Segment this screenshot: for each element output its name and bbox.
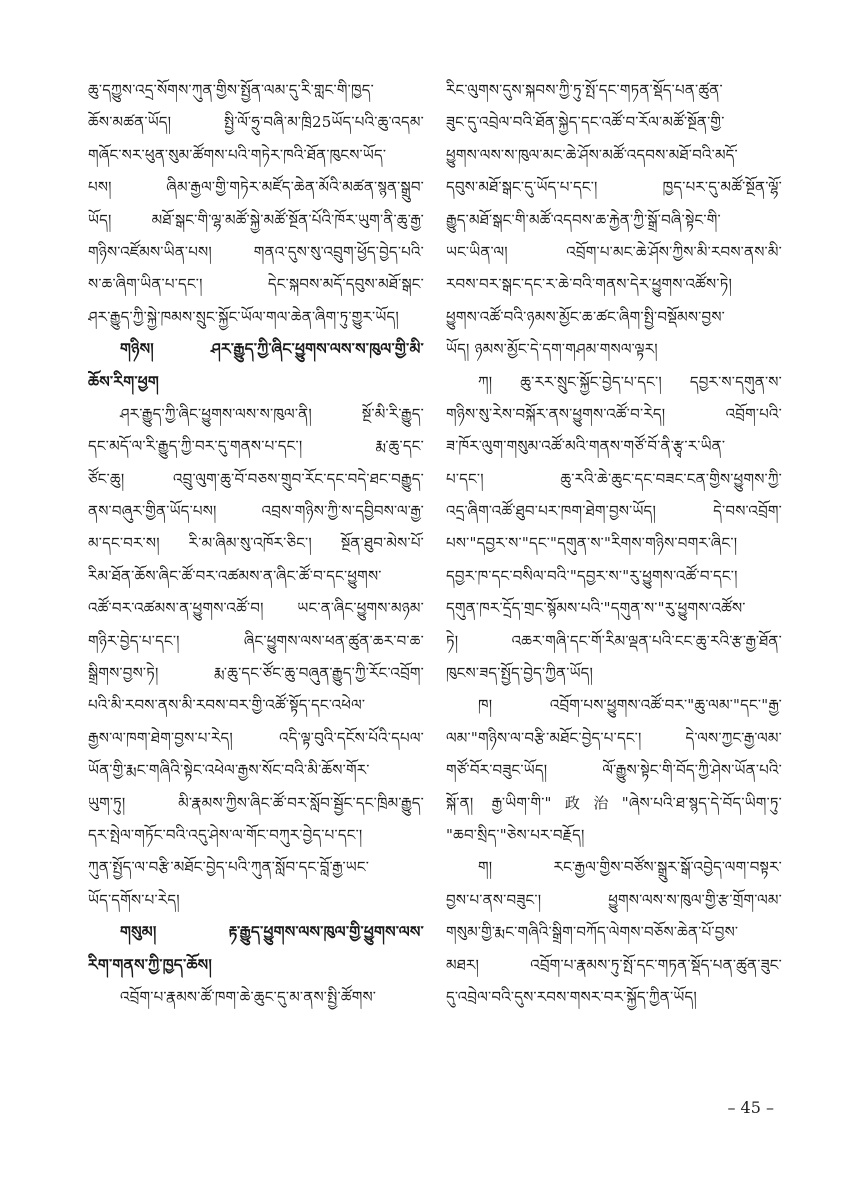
left-text-column	[88, 74, 424, 1013]
body-text-line: དབྱར་ཁ་དང་བསིལ་བའི་"དབྱར་ས་"རུ་ཕྱུགས་འཚོ་བ་དང་།	[446, 566, 738, 585]
body-text-line: ཁུངས་ཟད་སྤྱོད་བྱེད་ཀྱིན་ཡོད།	[446, 664, 594, 683]
body-text-line: ཡུག་ཏུ། མི་རྣམས་ཀྱིས་ཞིང་ཚོ་བར་སློབ་སྦྱོང་དང་ཁྲིམ་རྒྱུད་	[88, 793, 424, 812]
body-text-line: ཡོན་གྱི་རྨང་གཞིའི་སྟེང་འཕེལ་རྒྱས་སོང་བའི་མི་ཆོས་གོར་	[88, 761, 370, 780]
body-text-line: ཡོད། མཐོ་སྒང་གི་ལྷ་མཚོ་སྐྱེ་མཚོ་སྔོན་པོའི་ཁོར་ཡུག་ནི་ཆུ་རྒྱ་	[88, 210, 424, 229]
right-text-column	[446, 74, 782, 1013]
section-heading-line: གསུམ། རྟ་རྒྱུད་ཕྱུགས་ལས་ཁུལ་གྱི་ཕྱུགས་ལས་	[120, 922, 424, 942]
body-text-line: ག། རང་རྒྱལ་གྱིས་བཙོས་སྒྲུར་སྒོ་འབྱེད་ལག་བསྟར་	[478, 858, 782, 877]
body-text-line: པའི་མི་རབས་ནས་མི་རབས་བར་གྱི་འཚོ་སྟོད་དང་འཕེལ་	[88, 696, 366, 715]
body-text-line: འཚོ་བར་འཚམས་ན་ཕྱུགས་འཚོ་བ། ཡང་ན་ཞིང་ཕྱུགས་མཉམ་	[88, 599, 424, 618]
body-text-line: ལམ་"གཉིས་ལ་བརྩི་མཐོང་བྱེད་པ་དང་། དེ་ལས་ཀྱང་རྒྱ་ལམ་	[446, 728, 782, 747]
body-text-line: ཟུང་དུ་འབྲེལ་བའི་ཐོན་སྐྱེད་དང་འཚོ་བ་རོལ་མཚོ་སྔོན་གྱི་	[446, 113, 725, 132]
body-text-line: "ཆབ་སྲིད་"ཅེས་པར་བརྗོད།	[446, 825, 585, 844]
body-text-line: ཏེ། འཆར་གཞི་དང་གོ་རིམ་ལྡན་པའི་ངང་ཆུ་རའི་རྩ་རྒྱ་ཐོན་	[446, 631, 782, 650]
body-text-line: ཤར་རྒྱུད་ཀྱི་ཞིང་ཕྱུགས་ལས་ས་ཁུལ་ནི། སྔོ་མི་རི་རྒྱུད་	[120, 404, 424, 423]
body-text-line: དང་མདོ་ལ་རི་རྒྱུད་ཀྱི་བར་དུ་གནས་པ་དང་། རྨ་ཆུ་དང་	[88, 437, 424, 456]
body-text-line: ཟ་ཁོར་ལུག་གསུམ་འཚོ་མའི་གནས་གཙོ་བོ་ནི་རྩྭ་ར་ཡིན་	[446, 437, 726, 456]
body-text-line: པས། ཞིམ་རྒྱལ་གྱི་གཏེར་མཛོད་ཆེན་མོའི་མཚན་སྙན་སྒྲུབ་	[88, 178, 424, 197]
page-number: – 45 –	[727, 1098, 774, 1117]
section-heading-line: རིག་གནས་ཀྱི་ཁྱད་ཆོས།	[88, 954, 212, 974]
body-text-line: གཉིར་བྱེད་པ་དང་། ཞིང་ཕྱུགས་ལས་ཕན་ཚུན་ཆར་བ་ཆ་	[88, 631, 424, 650]
body-text-line: གསུམ་གྱི་རྨང་གཞིའི་སྒྲིག་བཀོད་ལེགས་བཅོས་ཆེན་པོ་བྱས་	[446, 923, 739, 942]
body-text-line: ཤར་རྒྱུད་ཀྱི་སྐྱེ་ཁམས་སྲུང་སྐྱོང་ཡོལ་གལ་ཆེན་ཞིག་ཏུ་གྱུར་ཡོད།	[88, 307, 399, 326]
body-text-line: རབས་བར་སྒང་དང་ར་ཆེ་བའི་གནས་དེར་ཕྱུགས་འཚོས་ཏེ།	[446, 275, 732, 294]
body-text-line: ཀ། ཆུ་རར་སྲུང་སྐྱོང་བྱེད་པ་དང་། དབྱར་ས་དགུན་ས་	[478, 372, 782, 391]
body-text-line: ཁ། འབྲོག་པས་ཕྱུགས་འཚོ་བར་"ཆུ་ལམ་"དང་"རྒྱ་	[478, 696, 782, 715]
body-text-line: བྱས་པ་ནས་བཟུང་། ཕྱུགས་ལས་ས་ཁུལ་གྱི་རྩ་གྲོག་ལམ་	[446, 890, 782, 909]
body-text-line: རྒྱས་ལ་ཁག་ཐེག་བྱས་པ་རེད། འདི་ལྟ་བུའི་དངོས་པོའི་དཔལ་	[88, 728, 424, 747]
body-text-line: གཉིས་འཛོམས་ཡིན་པས། གནའ་དུས་སུ་འབྲུག་ཕྱོད་བྱེད་པའི་	[88, 242, 424, 261]
body-text-line: རྒྱུད་མཐོ་སྒང་གི་མཚོ་འདབས་ཆ་རྐྱེན་ཀྱི་སྒྲོ་བཞི་སྟེང་གི་	[446, 210, 721, 229]
body-text-line: མ་དང་བར་ས། རི་མ་ཞིམ་སུ་འཁོར་ཅིང་། སྔོན་ཐུབ་མེས་པོ་	[88, 534, 424, 553]
section-heading-line: ཆོས་རིག་ཕྱག	[88, 371, 160, 391]
body-text-line: སྒྲིགས་བྱས་ཏེ། རྨ་ཆུ་དང་ཙོང་ཆུ་བཞུན་རྒྱུད་ཀྱི་རོང་འབྲོག་	[88, 664, 424, 683]
section-heading-line: གཉིས། ཤར་རྒྱུད་ཀྱི་ཞིང་ཕྱུགས་ལས་ས་ཁུལ་གྱི་མི་	[120, 339, 424, 359]
body-text-line: ཆོས་མཚན་ཡོད། སྤྱི་ལོ་ཧྲུ་བཞི་མ་ཁྲི25ཡོད་པའི་ཆུ་འདམ་	[88, 113, 424, 132]
body-text-line: གཙོ་བོར་བཟུང་ཡོད། ལོ་རྒྱུས་སྟེང་གི་བོད་ཀྱི་ཤེས་ཡོན་པའི་	[446, 761, 782, 780]
body-text-line: གཉིས་སུ་རེས་བསྐོར་ནས་ཕྱུགས་འཚོ་བ་རེད། འབྲོག་པའི་	[446, 404, 782, 423]
body-text-line: ཕྱུགས་འཚོ་བའི་ཉམས་མྱོང་ཆ་ཚང་ཞིག་སྤྱི་བསྡོམས་བྱས་	[446, 307, 725, 326]
body-text-line: དགུན་ཁར་དྲོད་གྲང་སྙོམས་པའི་"དགུན་ས་"རུ་ཕྱུགས་འཚོས་	[446, 599, 746, 618]
body-text-line: ཆུ་དཀྱུས་འདྲ་སོགས་ཀུན་གྱིས་སྤྱོན་ལམ་དུ་རི་གླང་གི་ཁྱད་	[88, 81, 374, 99]
body-text-line: ཡོད། ཉམས་མྱོང་དེ་དག་གཤམ་གསལ་ལྟར།	[446, 340, 658, 359]
body-text-line: ཡང་ཡིན་ལ། འབྲོག་པ་མང་ཆེ་ཤོས་ཀྱིས་མི་རབས་ནས་མི་	[446, 242, 782, 261]
body-text-line: ས་ཆ་ཞིག་ཡིན་པ་དང་། དེང་སྐབས་མདོ་དབུས་མཐོ་སྒང་	[88, 275, 424, 294]
body-text-line: རིང་ལུགས་དུས་སྐབས་ཀྱི་ཏུ་སྤོ་དང་གཏན་སྡོད་པན་ཚུན་	[446, 81, 723, 99]
body-text-line: པས་"དབྱར་ས་"དང་"དགུན་ས་"རིགས་གཉིས་བགར་ཞིང་།	[446, 534, 738, 553]
body-text-line: དབུས་མཐོ་སྒང་དུ་ཡོད་པ་དང་། ཁྱད་པར་དུ་མཚོ་སྔོན་ལྷོ་	[446, 178, 782, 197]
body-text-line: མཐར། འབྲོག་པ་རྣམས་ཏུ་སྤོ་དང་གཏན་སྡོད་པན་ཚུན་ཟུང་	[446, 955, 782, 974]
body-text-line: ནས་བཞུར་གྱིན་ཡོད་པས། འབྲས་གཉིས་ཀྱི་ས་དབྱིབས་ལ་རྒྱ་	[88, 502, 424, 521]
body-text-line: རིམ་ཐོན་ཆོས་ཞིང་ཚོ་བར་འཚམས་ན་ཞིང་ཚོ་བ་དང་ཕྱུགས་	[88, 566, 382, 585]
body-text-line: འདྲ་ཞིག་འཚོ་ཐུབ་པར་ཁག་ཐེག་བྱས་ཡོད། དེ་བས་འབྲོག་	[446, 502, 782, 521]
body-text-line: ཡོད་དགོས་པ་རེད།	[88, 890, 180, 909]
body-text-line: འབྲོག་པ་རྣམས་ཚོ་ཁག་ཆེ་ཆུང་དུ་མ་ནས་སྤྱི་ཚོགས་	[120, 987, 377, 1006]
body-text-line: ཙོང་ཆུ། འབྲུ་ལུག་ཆུ་བོ་བཅས་གྲུབ་རོང་དང་བདེ་ཐང་བརྒྱུད་	[88, 469, 424, 488]
body-text-line: སྐོ་ན། རྒྱ་ཡིག་གི་"政治"ཞེས་པའི་ཐ་སྙད་དེ་བོད་ཡིག་ཏུ་	[446, 793, 782, 812]
body-text-line: པ་དང་། ཆུ་རའི་ཆེ་ཆུང་དང་བཟང་ངན་གྱིས་ཕྱུགས་ཀྱི་	[446, 469, 782, 488]
body-text-line: དར་སྤེལ་གཏོང་བའི་འདུ་ཤེས་ལ་གོང་བཀུར་བྱེད་པ་དང་།	[88, 825, 363, 844]
body-text-line: ཕྱུགས་ལས་ས་ཁུལ་མང་ཆེ་ཤོས་མཚོ་འདབས་མཐོ་བའི་མདོ་	[446, 145, 738, 164]
body-text-line: དུ་འབྲེལ་བའི་དུས་རབས་གསར་བར་སྐྱོད་ཀྱིན་ཡོད།	[446, 987, 697, 1006]
body-text-line: གཞོང་སར་ཕུན་སུམ་ཚོགས་པའི་གཏེར་ཁའི་ཐོན་ཁུངས་ཡོད་	[88, 145, 387, 164]
body-text-line: ཀུན་སྤྱོད་ལ་བརྩི་མཐོང་བྱེད་པའི་ཀུན་སློབ་དང་བློ་རྒྱ་ཡང་	[88, 858, 370, 877]
